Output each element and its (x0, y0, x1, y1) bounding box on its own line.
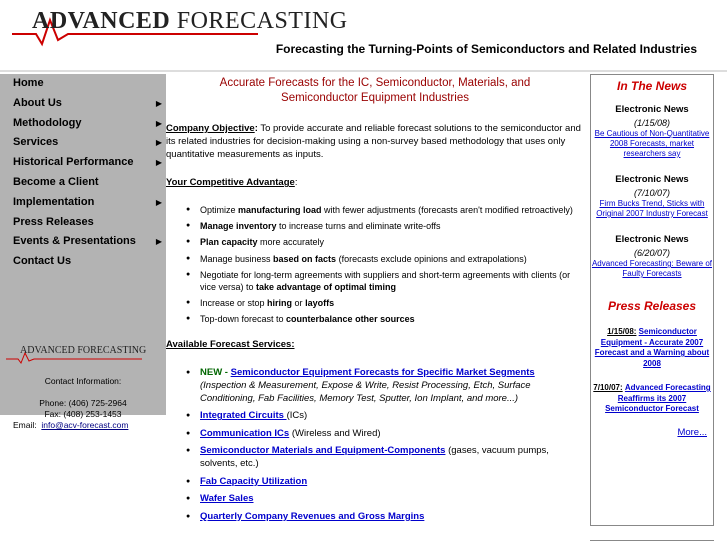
service-link-quarterly-revenues[interactable]: Quarterly Company Revenues and Gross Margins (200, 510, 425, 522)
news-source: Electronic News (615, 174, 689, 185)
service-link-materials-equipment[interactable]: Semiconductor Materials and Equipment-Components (200, 445, 446, 457)
main-content (166, 74, 584, 527)
news-date: (6/20/07) (633, 248, 671, 258)
list-item: ● Optimize manufacturing load with fewer adjustments (forecasts aren't modified retroactively) (166, 204, 584, 216)
list-item: ● Manage business based on facts (forecasts exclude opinions and extrapolations) (166, 253, 584, 265)
nav-label: Services (13, 136, 59, 149)
service-link-fab-capacity[interactable]: Fab Capacity Utilization (200, 475, 308, 487)
list-item: ● Integrated Circuits (ICs) (166, 409, 584, 422)
contact-fax: Fax: (408) 253-1453 (44, 409, 122, 419)
nav-item-services[interactable] (0, 133, 166, 153)
contact-label: Contact Information: (44, 376, 122, 386)
submenu-arrow-icon: ▶ (155, 118, 162, 128)
nav-item-become-a-client[interactable] (0, 173, 166, 193)
services-list (166, 366, 584, 523)
news-link[interactable]: Be Cautious of Non-Quantitative 2008 Forecasts, market researchers say (594, 129, 710, 158)
services-heading-row (166, 338, 584, 351)
list-item (166, 510, 584, 523)
sidebar-logo-text: ADVANCED FORECASTING (20, 345, 147, 356)
submenu-arrow-icon: ▶ (155, 237, 162, 247)
nav-item-historical-performance[interactable] (0, 153, 166, 173)
objective-section: Company Objective: To provide accurate and reliable forecast solutions to the semiconductor and its related industries for decision-making using a non-survey based methodology that uses only quantitative measurements as inputs. (166, 123, 581, 160)
list-item: ● Semiconductor Materials and Equipment-Components (gases, vacuum pumps, solvents, etc.) (166, 444, 584, 470)
site-header (0, 0, 727, 72)
news-item (591, 235, 713, 279)
list-item (166, 492, 584, 505)
news-date: (7/10/07) (633, 188, 671, 198)
submenu-arrow-icon: ▶ (155, 138, 162, 148)
submenu-arrow-icon: ▶ (155, 158, 162, 168)
next-box-edge (590, 540, 714, 545)
nav-label: Events & Presentations (13, 235, 136, 248)
news-link[interactable]: Firm Bucks Trend, Sticks with Original 2007 Industry Forecast (596, 199, 708, 218)
submenu-arrow-icon: ▶ (155, 98, 162, 108)
contact-info (0, 376, 166, 431)
service-link-communication-ics[interactable]: Communication ICs (200, 427, 290, 439)
news-item (591, 105, 713, 159)
service-link-wafer-sales[interactable]: Wafer Sales (200, 493, 254, 505)
service-link-integrated-circuits[interactable]: Integrated Circuits (200, 410, 287, 422)
press-item (591, 383, 713, 415)
submenu-arrow-icon: ▶ (155, 197, 162, 207)
news-link[interactable]: Advanced Forecasting: Beware of Faulty Forecasts (591, 259, 713, 278)
advantage-heading: Your Competitive Advantage (166, 177, 295, 188)
more-link-row (591, 427, 713, 438)
page-title: Accurate Forecasts for the IC, Semiconductor, Materials, and Semiconductor Equipment Industries (219, 77, 531, 104)
nav-item-contact-us[interactable] (0, 252, 166, 272)
list-item: ● Negotiate for long-term agreements with suppliers and short-term agreements with clients (or vice versa) to take advantage of optimal timing (166, 269, 584, 293)
list-item: ● Plan capacity more accurately (166, 236, 584, 248)
objective-heading: Company Objective (166, 123, 255, 134)
service-detail: (Inspection & Measurement, Expose & Write, Resist Processing, Etch, Surface Conditioning, Fab Facilities, Memory Test, Sputter, Ion Implant, and more...) (200, 379, 531, 404)
nav-label: Become a Client (13, 175, 99, 188)
news-heading: In The News (616, 79, 687, 93)
press-link[interactable]: Semiconductor Equipment - Accurate 2007 Forecast and a Warning about 2008 (594, 327, 710, 368)
press-heading: Press Releases (607, 299, 697, 313)
list-item (166, 475, 584, 488)
nav-label: Contact Us (13, 255, 72, 268)
list-item: ● Increase or stop hiring or layoffs (166, 297, 584, 309)
contact-email-label: Email: (13, 420, 37, 430)
advantage-list (166, 204, 584, 326)
nav-item-implementation[interactable] (0, 193, 166, 213)
press-item (591, 327, 713, 369)
header-divider (0, 70, 727, 72)
list-item: ● Manage inventory to increase turns and eliminate write-offs (166, 220, 584, 232)
press-date: 1/15/08: (607, 327, 637, 336)
services-heading: Available Forecast Services: (166, 338, 295, 350)
nav-label: Press Releases (13, 215, 94, 228)
nav-item-events-presentations[interactable] (0, 232, 166, 252)
nav-item-methodology[interactable] (0, 114, 166, 134)
press-link[interactable]: Advanced Forecasting Reaffirms its 2007 Semiconductor Forecast (605, 383, 711, 413)
sidebar-nav (0, 74, 166, 272)
site-logo[interactable]: ADVANCED FORECASTING (32, 8, 348, 34)
news-source: Electronic News (615, 234, 689, 245)
news-date: (1/15/08) (633, 118, 671, 128)
news-sidebar (590, 74, 714, 526)
nav-item-press-releases[interactable] (0, 213, 166, 233)
sidebar-logo (10, 345, 150, 356)
service-link-equipment-segments[interactable]: Semiconductor Equipment Forecasts for Specific Market Segments (230, 366, 535, 378)
objective-text: To provide accurate and reliable forecast solutions to the semiconductor and its related industries for decision-making using a non-survey based methodology that uses only quantitative measurements as inputs. (166, 123, 581, 160)
nav-label: Methodology (13, 116, 82, 129)
list-item: ● Communication ICs (Wireless and Wired) (166, 427, 584, 440)
nav-label: Home (13, 77, 44, 89)
nav-label: Implementation (13, 195, 95, 208)
news-item (591, 175, 713, 219)
new-badge: NEW (200, 366, 223, 378)
contact-email-link[interactable]: info@acv-forecast.com (41, 420, 129, 430)
nav-label: About Us (13, 96, 62, 109)
contact-phone: Phone: (406) 725-2964 (39, 398, 127, 408)
more-link[interactable]: More... (677, 426, 707, 438)
list-item: ● Top-down forecast to counterbalance other sources (166, 313, 584, 325)
advantage-heading-row: Your Competitive Advantage: (166, 177, 298, 188)
nav-label: Historical Performance (13, 156, 134, 169)
contact-email-row (0, 420, 166, 431)
news-source: Electronic News (615, 104, 689, 115)
list-item: ● NEW - Semiconductor Equipment Forecasts for Specific Market Segments (Inspection & Measurement, Expose & Write, Resist Processing, Etch, Surface Conditioning, Fab Facilities, Memory Test, Sputter, Ion Implant, and more...) (166, 366, 584, 405)
nav-item-home[interactable] (0, 74, 166, 94)
press-date: 7/10/07: (593, 383, 623, 392)
site-tagline: Forecasting the Turning-Points of Semiconductors and Related Industries (275, 42, 697, 56)
nav-item-about-us[interactable] (0, 94, 166, 114)
